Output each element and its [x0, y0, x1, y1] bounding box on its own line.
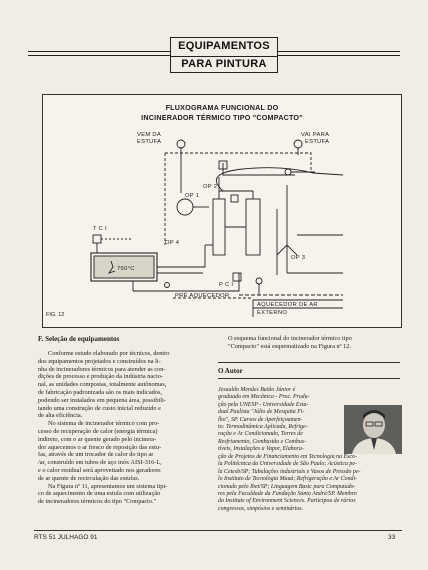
bio-line: do Institute of Environment Sciences. Participou de vários: [218, 498, 356, 505]
label-pci: P C I: [219, 282, 234, 288]
section-header-line2: PARA PINTURA: [171, 56, 277, 70]
bio-line: cionado pelo Ibet/SP; Linguagem Basic para Computado-: [218, 483, 356, 490]
autor-rule-top: [218, 362, 400, 363]
autor-bio-wide: [218, 454, 402, 513]
right-intro: [218, 335, 400, 351]
label-aquecedor-line1: AQUECEDOR DE AR: [257, 302, 318, 308]
body-line: cesso de recuperação de calor (energia térmica): [38, 427, 158, 435]
body-line: de fabricação padronizada são os mais indicados,: [38, 388, 162, 396]
label-pre-aquecedor: PRÉ AQUECEDOR: [175, 293, 230, 299]
section-f-paragraph-2: [38, 420, 208, 482]
body-line: Na Figura nº 11, apresentamos um sistema tipi-: [48, 482, 168, 490]
section-f-paragraph-1: [38, 350, 208, 420]
section-f-paragraph-3: [38, 483, 208, 506]
author-photo: [344, 405, 402, 454]
section-f-body: [38, 350, 208, 506]
body-line: dor aquecemos o ar fresco de reposição das estu-: [38, 443, 162, 451]
bio-line: lo Instituto de Tecnologia Mauá; Refrigeração e Ar Condi-: [218, 476, 358, 483]
bio-line: Resfriamento, Combustão e Combus-: [218, 438, 307, 445]
bio-line: dual Paulista "Júlio de Mesquita Fi-: [218, 409, 305, 416]
autor-bio-narrow: [218, 387, 342, 454]
figure-title-line1: FLUXOGRAMA FUNCIONAL DO: [165, 103, 279, 112]
header-rule-right-top: [276, 51, 400, 52]
figure-title-line2: INCINERADOR TÉRMICO TIPO "COMPACTO": [141, 113, 303, 122]
flowchart-figure: [42, 94, 402, 328]
label-op2: OP 2: [203, 184, 218, 190]
body-line: podendo ser instalados em pequena área, possibili-: [38, 396, 166, 404]
body-line: O esquema funcional do incinerador térmico tipo: [228, 335, 352, 342]
body-line: Conforme estudo elaborado por técnicos, dentro: [48, 350, 170, 357]
label-vai-para: VAI PARA: [301, 132, 330, 138]
label-estufa-left: ESTUFA: [137, 139, 162, 145]
bio-line: ção de Projetos de Financiamento em Tecnologia na Esco-: [218, 454, 357, 460]
body-line: tando uma construção de custo inicial reduzido e: [38, 404, 161, 412]
body-line: /ar, construído em tubos de aço inóx AISI-316-L,: [38, 459, 162, 467]
bio-line: ção pela UNESP - Universidade Esta-: [218, 401, 309, 408]
figure-caption: FIG. 12: [46, 312, 65, 318]
autor-rule-bottom: [218, 378, 400, 379]
header-rule-left-bottom: [28, 55, 170, 56]
label-temperature: 750°C: [117, 266, 135, 272]
bio-line: la Cetesb/SP; Tubulações industriais e Vasos de Pressão pe-: [218, 468, 361, 475]
label-op1: OP 1: [185, 193, 200, 199]
body-line: dos equipamentos projetados e construídos na li-: [38, 357, 161, 365]
body-line: e o calor residual será aproveitado nos geradores: [38, 466, 161, 474]
autor-title: O Autor: [218, 367, 243, 375]
body-line: de alta eficiência.: [38, 412, 83, 420]
label-estufa-right: ESTUFA: [305, 139, 330, 145]
footer-publication: RTS 51 JULHAGO 91: [34, 534, 98, 541]
section-f-title: F. Seleção de equipamentos: [38, 335, 120, 343]
bio-line: lho", SP. Cursos de Aperfeiçoamen-: [218, 416, 303, 423]
bio-line: tíveis, Instalações a Vapor, Elabora-: [218, 446, 304, 453]
label-op4: OP 4: [165, 240, 180, 246]
section-header-box: [170, 37, 278, 73]
body-line: de incineradores térmicos do tipo "Compacto.": [38, 498, 157, 506]
body-line: dições de processo e produção da indústria nacio-: [38, 373, 164, 381]
header-rule-left-top: [28, 51, 170, 52]
label-aquecedor-line2: EXTERNO: [257, 310, 288, 316]
bio-line: graduado em Mecânica - Proc. Produ-: [218, 394, 310, 401]
footer-rule: [34, 530, 402, 531]
bio-line: res pela Faculdade da Fundação Santo André/SP. Membro: [218, 491, 357, 498]
bio-line: Jesualdo Mendes Baião Júnior é: [218, 387, 296, 393]
bio-line: ração e Ar Condicionado, Torres de: [218, 431, 303, 438]
body-line: No sistema de incinerador térmico com pro-: [48, 420, 160, 428]
bio-line: to: Termodinâmica Aplicada, Refrige-: [218, 424, 308, 431]
label-vem-da: VEM DA: [137, 132, 162, 138]
body-line: nha de incineradores térmicos para atender as con-: [38, 365, 166, 373]
section-header-line1: EQUIPAMENTOS: [178, 40, 270, 52]
label-tc1: T C I: [93, 226, 107, 232]
body-line: co de aquecimento de uma estufa com utilização: [38, 490, 161, 498]
body-line: indireto, com o ar quente gerado pelo incinera-: [38, 435, 157, 443]
bio-line: la Politécnica da Universidade de São Paulo; Acústica pe-: [218, 461, 357, 468]
body-line: de ar quente de recirculação das estufas.: [38, 474, 140, 482]
author-portrait-icon: [344, 405, 402, 454]
bio-line: congressos, simpósios e seminários.: [218, 505, 304, 512]
body-line: fas, através de um trocador de calor do tipo ar: [38, 451, 154, 459]
body-line: "Compacto" está esquematizado na Figura nº 12.: [228, 342, 352, 350]
header-rule-right-bottom: [276, 55, 400, 56]
label-op3: OP 3: [291, 255, 306, 261]
body-line: nal, as unidades compostas, totalmente autônomas,: [38, 381, 167, 389]
page-number: 33: [388, 534, 396, 541]
